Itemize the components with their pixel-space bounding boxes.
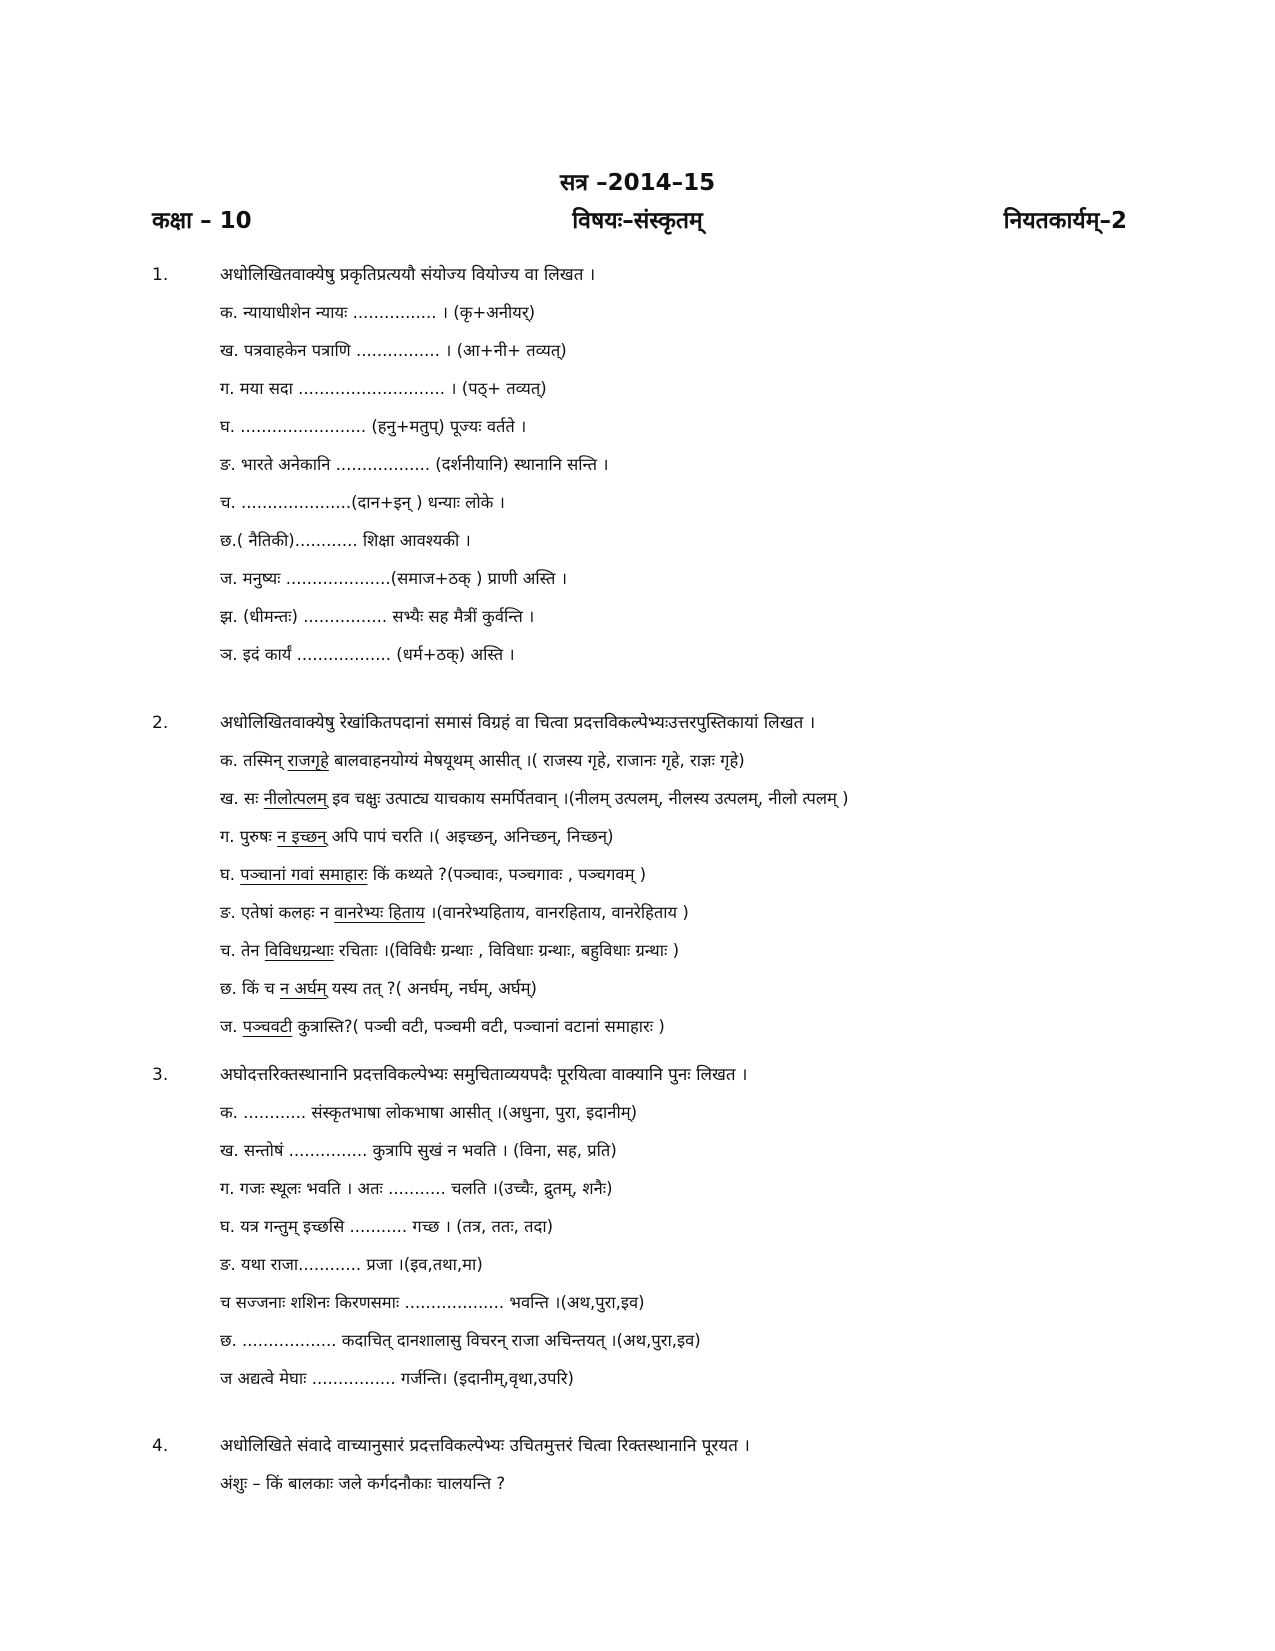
question-items: [220, 299, 609, 679]
item-text-before: छ. किं च: [220, 979, 280, 998]
underlined-term: राजगृहे: [287, 751, 329, 770]
list-item: घ. यत्र गन्तुम् इच्छसि ........... गच्छ । (तत्र, ततः, तदा): [220, 1217, 554, 1236]
list-item: [220, 785, 849, 823]
list-item: क. ............ संस्कृतभाषा लोकभाषा आसीत् ।(अधुना, पुरा, इदानीम्): [220, 1103, 638, 1122]
class-label: कक्षा – 10: [152, 208, 252, 234]
question-instruction: अधोलिखिते संवादे वाच्यानुसारं प्रदत्तविकल्पेभ्यः उचितमुत्तरं चित्वा रिक्तस्थानानि पूरयत ।: [220, 1436, 750, 1456]
list-item: छ. .................. कदाचित् दानशालासु विचरन् राजा अचिन्तयत् ।(अथ,पुरा,इव): [220, 1331, 701, 1350]
list-item: [220, 747, 849, 785]
item-text-before: च. तेन: [220, 941, 265, 960]
list-item: छ.( नैतिकी)............ शिक्षा आवश्यकी ।: [220, 531, 471, 550]
list-item: ङ. भारते अनेकानि .................. (दर्शनीयानि) स्थानानि सन्ति ।: [220, 455, 609, 474]
list-item: ङ. यथा राजा............ प्रजा ।(इव,तथा,मा): [220, 1255, 483, 1274]
list-item: [220, 899, 849, 937]
item-text-before: ङ. एतेषां कलहः न: [220, 903, 335, 922]
list-item: घ. ........................ (हनु+मतुप्) पूज्यः वर्तते ।: [220, 417, 527, 436]
list-item: [220, 823, 849, 861]
item-text-after: अपि पापं चरति ।( अइच्छन्, अनिच्छन्, निच्छन्): [326, 827, 614, 846]
list-item: झ. (धीमन्तः) ................ सभ्यैः सह मैत्रीं कुर्वन्ति ।: [220, 607, 535, 626]
question-number: 3.: [152, 1065, 169, 1085]
underlined-term: नीलोत्पलम्: [263, 789, 327, 808]
item-text-before: क. तस्मिन्: [220, 751, 288, 770]
underlined-term: पञ्चवटी: [242, 1017, 293, 1036]
underlined-term: विविधग्रन्थाः: [264, 941, 334, 960]
list-item: [220, 861, 849, 899]
question-number: 1.: [152, 265, 169, 285]
underlined-term: वानरेभ्यः हिताय: [334, 903, 425, 922]
item-text-after: किं कथ्यते ?(पञ्चावः, पञ्चगावः , पञ्चगवम् ): [367, 865, 647, 884]
list-item: च सज्जनाः शशिनः किरणसमाः ................... भवन्ति ।(अथ,पुरा,इव): [220, 1293, 645, 1312]
underlined-term: न इच्छन्: [277, 827, 327, 846]
question-instruction: अधोलिखितवाक्येषु प्रकृतिप्रत्ययौ संयोज्य वियोज्य वा लिखत ।: [220, 265, 596, 285]
list-item: [220, 937, 849, 975]
list-item: च. .....................(दान+इन् ) धन्याः लोके ।: [220, 493, 505, 512]
session-title: सत्र –2014–15: [559, 170, 716, 196]
list-item: अंशुः – किं बालकाः जले कर्गदनौकाः चालयन्ति ?: [220, 1474, 506, 1493]
item-text-after: इव चक्षुः उत्पाट्य याचकाय समर्पितवान् ।(नीलम् उत्पलम्, नीलस्य उत्पलम्, नीलो त्पलम् ): [327, 789, 849, 808]
list-item: ग. गजः स्थूलः भवति । अतः ........... चलति ।(उच्चैः, द्रुतम्, शनैः): [220, 1179, 613, 1198]
list-item: [220, 1013, 849, 1051]
question-items: [220, 747, 849, 1051]
question-instruction: अघोदत्तरिक्तस्थानानि प्रदत्तविकल्पेभ्यः समुचिताव्ययपदैः पूरयित्वा वाक्यानि पुनः लिखत ।: [220, 1065, 748, 1085]
question-items: [220, 1099, 701, 1403]
item-text-before: ग. पुरुषः: [220, 827, 278, 846]
question-items: [220, 1470, 505, 1508]
list-item: ख. पत्रवाहकेन पत्राणि ................ । (आ+नी+ तव्यत्): [220, 341, 567, 360]
list-item: ज. मनुष्यः ....................(समाज+ठक् ) प्राणी अस्ति ।: [220, 569, 567, 588]
item-text-after: रचिताः ।(विविधैः ग्रन्थाः , विविधाः ग्रन्थाः, बहुविधाः ग्रन्थाः ): [333, 941, 680, 960]
list-item: ग. मया सदा ............................ । (पठ्+ तव्यत्): [220, 379, 547, 398]
underlined-term: पञ्चानां गवां समाहारः: [240, 865, 368, 884]
underlined-term: न अर्घम्: [279, 979, 327, 998]
subject-label: विषयः–संस्कृतम्: [572, 208, 703, 234]
item-text-before: ज.: [220, 1017, 243, 1036]
item-text-after: यस्य तत् ?( अनर्घम्, नर्घम्, अर्घम्): [326, 979, 537, 998]
item-text-after: बालवाहनयोग्यं मेषयूथम् आसीत् ।( राजस्य गृहे, राजानः गृहे, राज्ञः गृहे): [328, 751, 745, 770]
list-item: ञ. इदं कार्यं .................. (धर्म+ठक्) अस्ति ।: [220, 645, 515, 664]
question-number: 2.: [152, 713, 169, 733]
item-text-after: ।(वानरेभ्यहिताय, वानरहिताय, वानरेहिताय ): [424, 903, 689, 922]
assignment-label: नियतकार्यम्–2: [1003, 208, 1127, 234]
list-item: ख. सन्तोषं ............... कुत्रापि सुखं न भवति । (विना, सह, प्रति): [220, 1141, 617, 1160]
list-item: [220, 975, 849, 1013]
list-item: क. न्यायाधीशेन न्यायः ................ । (कृ+अनीयर्): [220, 303, 536, 322]
item-text-before: घ.: [220, 865, 241, 884]
question-instruction: अधोलिखितवाक्येषु रेखांकितपदानां समासं विग्रहं वा चित्वा प्रदत्तविकल्पेभ्यःउत्तरपुस्तिकायां लिखत ।: [220, 713, 816, 733]
list-item: ज अद्यत्वे मेघाः ................ गर्जन्ति। (इदानीम्,वृथा,उपरि): [220, 1369, 574, 1388]
item-text-before: ख. सः: [220, 789, 264, 808]
item-text-after: कुत्रास्ति?( पञ्ची वटी, पञ्चमी वटी, पञ्चानां वटानां समाहारः ): [292, 1017, 665, 1036]
question-number: 4.: [152, 1436, 169, 1456]
